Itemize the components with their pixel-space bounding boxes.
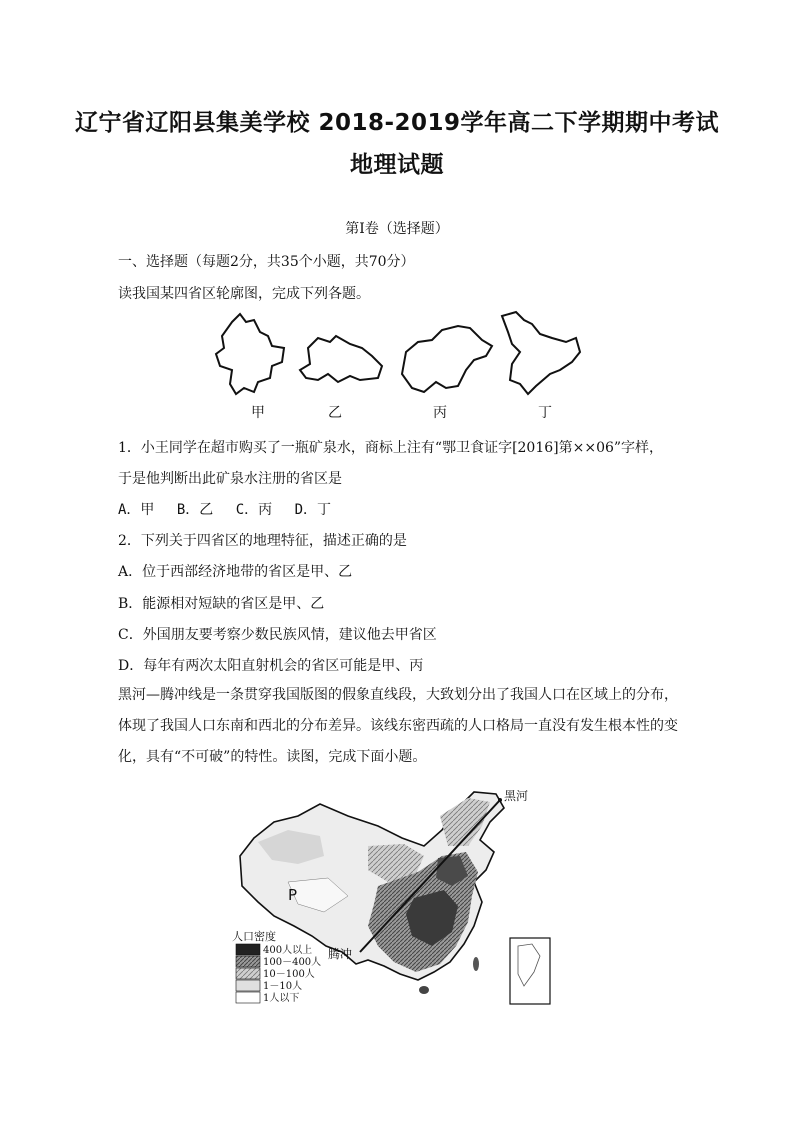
population-density-map [228, 786, 558, 1014]
legend-item-1: 400人以上 [263, 945, 313, 956]
q2-option-c: C．外国朋友要考察少数民族风情，建议他去甲省区 [118, 627, 437, 643]
label-ding: 丁 [538, 405, 552, 421]
q1-stem-line2: 于是他判断出此矿泉水注册的省区是 [118, 471, 342, 487]
page-title-line2: 地理试题 [350, 152, 444, 178]
legend-item-3: 10－100人 [263, 969, 315, 980]
label-bing: 丙 [433, 405, 447, 421]
legend-item-4: 1－10人 [263, 981, 303, 992]
province-bing-outline [402, 326, 492, 392]
label-jia: 甲 [251, 405, 265, 421]
map-taiwan [473, 957, 479, 971]
passage-text: 黑河—腾冲线是一条贯穿我国版图的假象直线段，大致划分出了我国人口在区域上的分布，体现了我国人口东南和西北的分布差异。该线东密西疏的人口格局一直没有发生根本性的变化，具有“不可破”的特性。读图，完成下面小题。 [118, 687, 678, 765]
figure-intro: 读我国某四省区轮廓图，完成下列各题。 [118, 286, 370, 302]
province-outlines-figure [210, 308, 590, 403]
volume-heading: 第Ⅰ卷（选择题） [345, 221, 449, 237]
province-ding-outline [502, 312, 580, 394]
map-label-tengchong: 腾冲 [328, 947, 353, 961]
legend-item-2: 100－400人 [263, 957, 322, 968]
q1-stem-line1: 1．小王同学在超市购买了一瓶矿泉水，商标上注有“鄂卫食证字[2016]第××06”字样， [118, 440, 664, 456]
q2-option-a: A．位于西部经济地带的省区是甲、乙 [118, 564, 353, 580]
q2-option-d: D．每年有两次太阳直射机会的省区可能是甲、丙 [118, 658, 424, 674]
province-jia-outline [216, 314, 284, 394]
map-south-sea-inset [510, 938, 550, 1004]
map-label-p: P [288, 886, 298, 904]
legend-title: 人口密度 [232, 930, 276, 943]
part-heading: 一、选择题（每题2分，共35个小题，共70分） [118, 254, 415, 270]
map-label-heihe: 黑河 [504, 789, 529, 803]
q2-stem: 2．下列关于四省区的地理特征，描述正确的是 [118, 533, 407, 549]
map-legend [236, 944, 260, 1003]
q2-option-b: B．能源相对短缺的省区是甲、乙 [118, 596, 325, 612]
map-hainan [419, 986, 429, 994]
page-title-line1: 辽宁省辽阳县集美学校 2018-2019学年高二下学期期中考试 [74, 110, 720, 136]
province-yi-outline [300, 336, 382, 382]
q1-options: A．甲 B．乙 C．丙 D．丁 [118, 502, 332, 518]
legend-item-5: 1人以下 [263, 993, 300, 1004]
label-yi: 乙 [328, 405, 342, 421]
